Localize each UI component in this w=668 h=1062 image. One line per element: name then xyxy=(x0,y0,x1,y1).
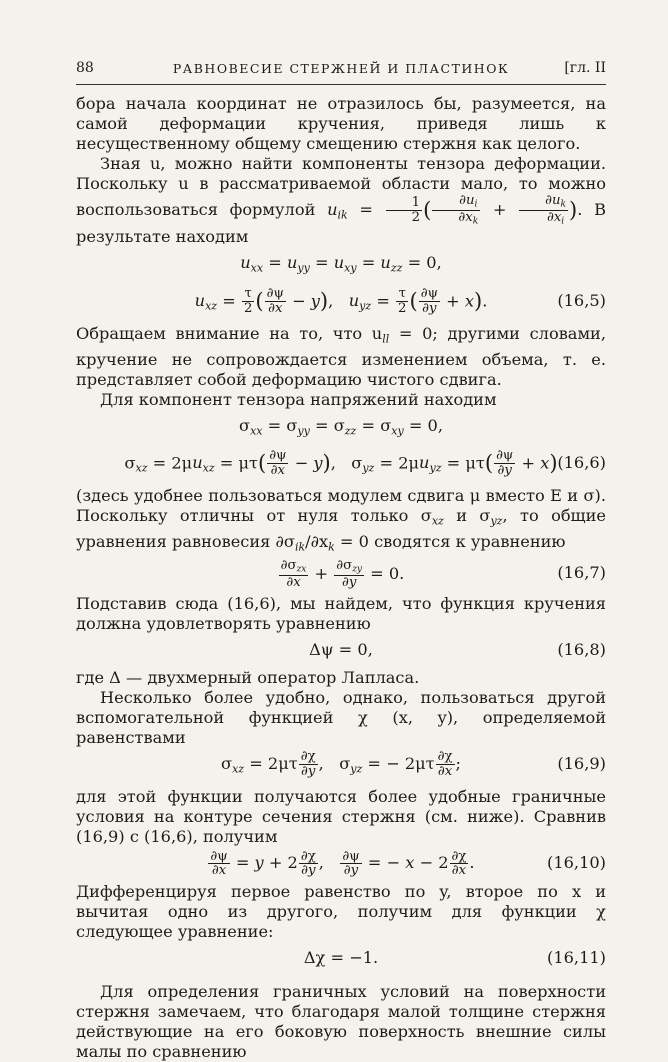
page-number: 88 xyxy=(76,60,94,76)
running-title: РАВНОВЕСИЕ СТЕРЖНЕЙ И ПЛАСТИНОК xyxy=(172,61,510,76)
equation-number: (16,7) xyxy=(557,563,606,583)
paragraph: Несколько более удобно, однако, пользоваться другой вспомогательной функцией χ (x, y), определяемой равенствами xyxy=(76,688,606,748)
equation: $u_{xz}$ = $\frac{\tau}{2}$ ( $\frac{\partial\psi}{\partial x}$ − y), $u_{yz}$ = $\frac{\tau}{2}$ ( $\frac{\partial\psi}{\partial y}$ + x). (16,5) xyxy=(194,286,606,316)
equation: $u_{xx} = u_{yy} = u_{xy} = u_{zz} = 0$, xyxy=(240,253,442,275)
equation: $\partial\sigma_{zx}$ ∂x + $\partial\sigma_{zy}$ ∂y = 0. (16,7) xyxy=(280,558,606,591)
equation: $\sigma_{xz} = 2\mu u_{xz} = \mu\tau$( $\frac{\partial\psi}{\partial x}$ − y), $\sigma_{yz} = 2\mu u_{yz} = \mu\tau$( $\frac{\partial\psi}{\partial y}$ + x) (16,6) xyxy=(124,448,606,479)
equation-number: (16,11) xyxy=(547,948,606,968)
paragraph: Зная u, можно найти компоненты тензора деформации. Поскольку u в рассматриваемой области мало, то можно воспользоваться формулой $u_{ik}$ = $\frac{1}{2}$ ( $\frac{\partial u_i}{\partial x_k}$ + $\frac{\partial u_k}{\partial x_i}$ ). В результате находим xyxy=(76,154,606,247)
equation-number: (16,5) xyxy=(557,290,606,310)
equation-number: (16,9) xyxy=(557,754,606,774)
equation: Δψ = 0, (16,8) xyxy=(76,636,606,664)
running-header xyxy=(76,60,606,82)
paragraph: где Δ — двухмерный оператор Лапласа. xyxy=(76,668,420,688)
equation-number: (16,10) xyxy=(547,853,606,873)
header-rule xyxy=(76,84,606,85)
paragraph: для этой функции получаются более удобные граничные условия на контуре сечения стержня (см. ниже). Сравнив (16,9) с (16,6), получим xyxy=(76,787,606,847)
equation: $\sigma_{xz} = 2\mu\tau$ $\frac{\partial\chi}{\partial y}$ , $\sigma_{yz}$ = − 2μτ $\frac{\partial\chi}{\partial x}$ ; (16,9) xyxy=(221,749,606,780)
equation-number: (16,6) xyxy=(557,452,606,472)
paragraph: бора начала координат не отразилось бы, разумеется, на самой деформации кручения, приведя лишь к несущественному общему смещению стержня как целого. xyxy=(76,94,606,153)
body-text xyxy=(76,94,606,1062)
equation: $\sigma_{xx} = \sigma_{yy} = \sigma_{zz} = \sigma_{xy} = 0$, xyxy=(239,415,443,437)
paragraph: Подставив сюда (16,6), мы найдем, что функция кручения должна удовлетворять уравнению xyxy=(76,594,606,634)
equation: $\frac{\partial\psi}{\partial x}$ = y + 2 $\frac{\partial\chi}{\partial y}$ , $\frac{\partial\psi}{\partial y}$ = − x − 2 $\frac{\partial\chi}{\partial x}$ . (16,10) xyxy=(210,848,606,879)
paragraph: Для компонент тензора напряжений находим xyxy=(100,389,497,409)
chapter-label: [гл. II xyxy=(564,60,606,76)
paragraph: Обращаем внимание на то, что $u_{ll} = 0$; другими словами, кручение не сопровождается изменением объема, т. е. представляет собой деформацию чистого сдвига. xyxy=(76,324,606,389)
paragraph: Для определения граничных условий на поверхности стержня замечаем, что благодаря малой толщине стержня действующие на его боковую поверхность внешние силы малы по сравнению xyxy=(76,982,606,1062)
equation-number: (16,8) xyxy=(557,640,606,660)
paragraph: Дифференцируя первое равенство по y, второе по x и вычитая одно из другого, получим для функции χ следующее уравнение: xyxy=(76,882,606,942)
paragraph: (здесь удобнее пользоваться модулем сдвига μ вместо E и σ). Поскольку отличны от нуля только $\sigma_{xz}$ и $\sigma_{yz}$, то общие уравнения равновесия $\partial\sigma_{ik}/\partial x_k = 0$ сводятся к уравнению xyxy=(76,486,606,554)
equation: Δχ = −1. (16,11) xyxy=(76,944,606,972)
